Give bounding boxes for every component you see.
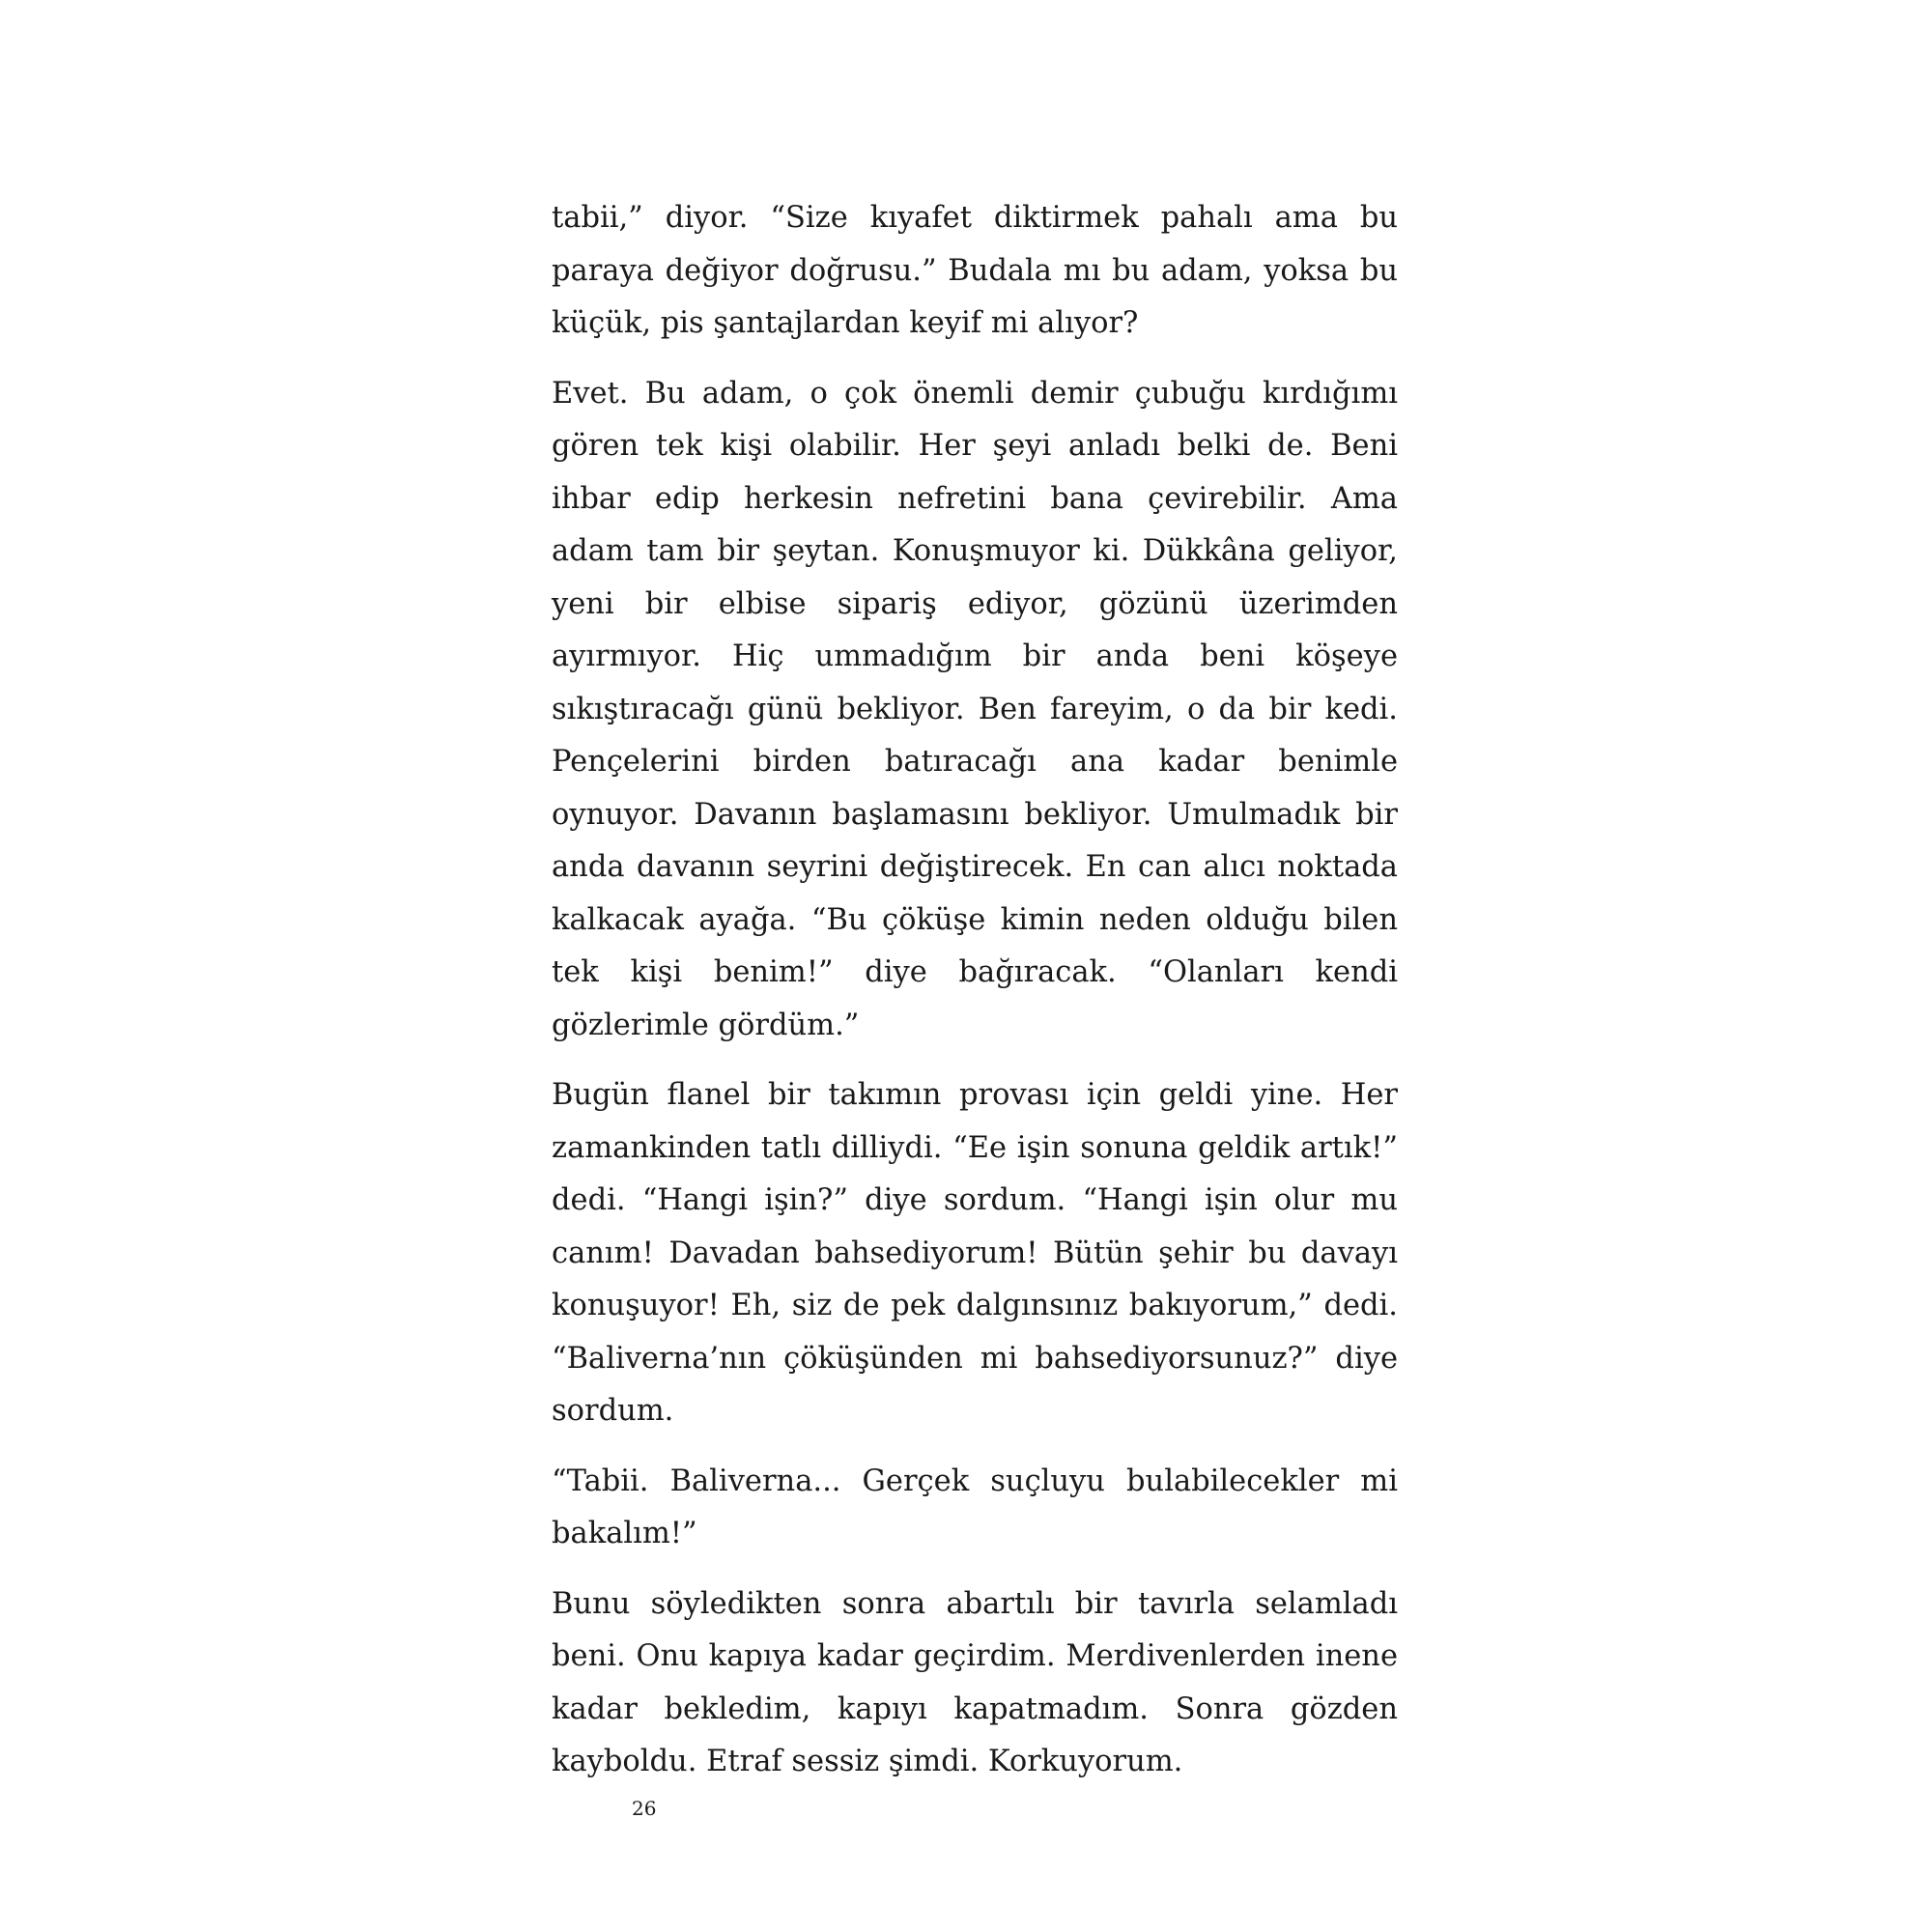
page-number: 26: [632, 1797, 657, 1820]
paragraph-4: “Tabii. Baliverna... Gerçek suçluyu bulabilecekler mi bakalım!”: [552, 1463, 1398, 1550]
paragraph-1: tabii,” diyor. “Size kıyafet diktirmek pahalı ama bu paraya değiyor doğrusu.” Budala mı bu adam, yoksa bu küçük, pis şantajlardan keyif mi alıyor?: [552, 201, 1398, 340]
body-text: [552, 192, 1398, 1806]
paragraph-2: Evet. Bu adam, o çok önemli demir çubuğu kırdığımı gören tek kişi olabilir. Her şeyi anladı belki de. Beni ihbar edip herkesin nefretini bana çevirebilir. Ama adam tam bir şeytan. Konuşmuyor ki. Dükkâna geliyor, yeni bir elbise sipariş ediyor, gözünü üzerimden ayırmıyor. Hiç ummadığım bir anda beni köşeye sıkıştıracağı günü bekliyor. Ben fareyim, o da bir kedi. Pençelerini birden batıracağı ana kadar benimle oynuyor. Davanın başlamasını bekliyor. Umulmadık bir anda davanın seyrini değiştirecek. En can alıcı noktada kalkacak ayağa. “Bu çöküşe kimin neden olduğu bilen tek kişi benim!” diye bağıracak. “Olanları kendi gözlerimle gördüm.”: [552, 376, 1398, 1042]
paragraph-3: Bugün flanel bir takımın provası için geldi yine. Her zamankinden tatlı dilliydi. “Ee işin sonuna geldik artık!” dedi. “Hangi işin?” diye sordum. “Hangi işin olur mu canım! Davadan bahsediyorum! Bütün şehir bu davayı konuşuyor! Eh, siz de pek dalgınsınız bakıyorum,” dedi. “Baliverna’nın çöküşünden mi bahsediyorsunuz?” diye sordum.: [552, 1078, 1398, 1428]
paragraph-5: Bunu söyledikten sonra abartılı bir tavırla selamladı beni. Onu kapıya kadar geçirdim. Merdivenlerden inene kadar bekledim, kapıyı kapatmadım. Sonra gözden kayboldu. Etraf sessiz şimdi. Korkuyorum.: [552, 1586, 1398, 1778]
